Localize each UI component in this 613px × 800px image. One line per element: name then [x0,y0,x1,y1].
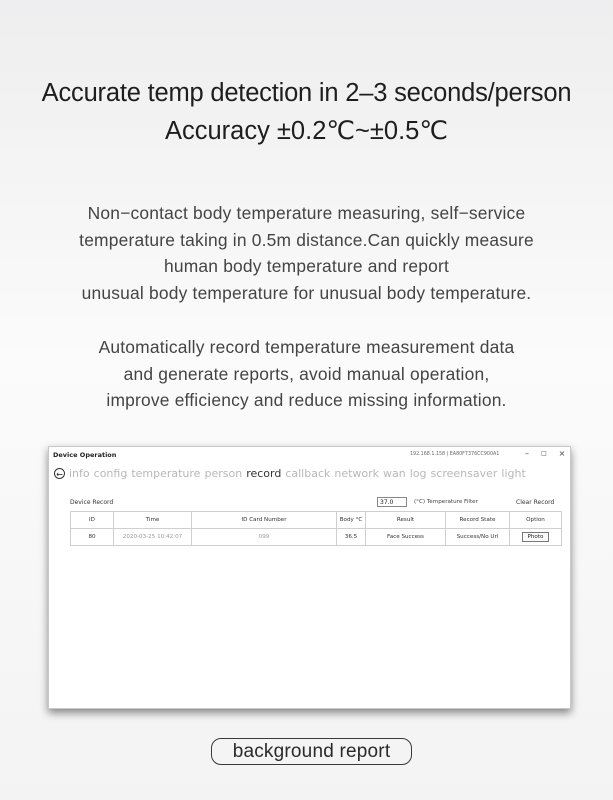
column-header-card: ID Card Number [192,512,337,529]
device-operation-window [48,446,571,709]
window-title: Device Operation [53,451,117,459]
window-titlebar [49,447,570,463]
cell-body-temp: 36.5 [337,529,366,546]
maximize-button[interactable]: □ [541,450,547,457]
back-arrow-icon[interactable]: ← [54,468,65,479]
tab-person[interactable]: person [204,466,243,480]
cell-record-state: Success/No Url [446,529,510,546]
tab-temperature[interactable]: temperature [131,466,201,480]
close-button[interactable]: × [558,449,566,458]
device-address: 192.168.1.158 | EA80F7376CC900A1 [410,452,500,457]
headline-accuracy: Accuracy ±0.2℃~±0.5℃ [164,117,448,145]
tab-bar [54,466,530,480]
tab-light[interactable]: light [501,466,526,480]
headline-title: Accurate temp detection in 2–3 seconds/person [41,79,572,107]
paragraph-line: Automatically record temperature measurement data [98,337,515,357]
tab-list [69,467,530,480]
column-header-state: Record State [446,512,510,529]
cell-time: 2020-03-25 10:42:07 [114,529,192,546]
column-header-time: Time [114,512,192,529]
description-paragraph-2 [0,334,613,414]
clear-record-button[interactable]: Clear Record [516,499,555,506]
column-header-option: Option [510,512,562,529]
tab-callback[interactable]: callback [285,466,331,480]
cell-result: Face Success [366,529,446,546]
column-header-result: Result [366,512,446,529]
column-header-body: Body °C [337,512,366,529]
tab-record[interactable]: record [246,466,282,480]
record-table [70,511,562,546]
temperature-filter-input[interactable]: 37.0 [377,497,407,507]
paragraph-line: and generate reports, avoid manual operation, [123,363,490,384]
tab-log[interactable]: log [409,466,427,480]
paragraph-line: temperature taking in 0.5m distance.Can quickly measure [79,229,534,250]
minimize-button[interactable]: – [525,449,529,458]
paragraph-line: human body temperature and report [163,256,450,276]
tab-config[interactable]: config [93,466,128,480]
tab-screensaver[interactable]: screensaver [430,466,498,480]
tab-wan[interactable]: wan [383,466,406,480]
device-record-label: Device Record [70,499,114,506]
temperature-filter-label: (°C) Temperature Filter [414,499,478,505]
background-report-button[interactable]: background report [211,738,412,765]
column-header-id: ID [71,512,114,529]
cell-id: 80 [71,529,114,546]
photo-button[interactable]: Photo [522,532,550,542]
cell-card: 099 [192,529,337,546]
table-row[interactable] [71,529,562,546]
cell-option [510,529,562,546]
tab-info[interactable]: info [69,466,90,480]
paragraph-line: unusual body temperature for unusual body temperature. [81,282,532,303]
tab-network[interactable]: network [334,466,380,480]
paragraph-line: Non−contact body temperature measuring, self−service [87,203,526,223]
paragraph-line: improve efficiency and reduce missing information. [106,390,507,410]
table-header-row [71,512,562,529]
description-paragraph-1 [0,200,613,306]
